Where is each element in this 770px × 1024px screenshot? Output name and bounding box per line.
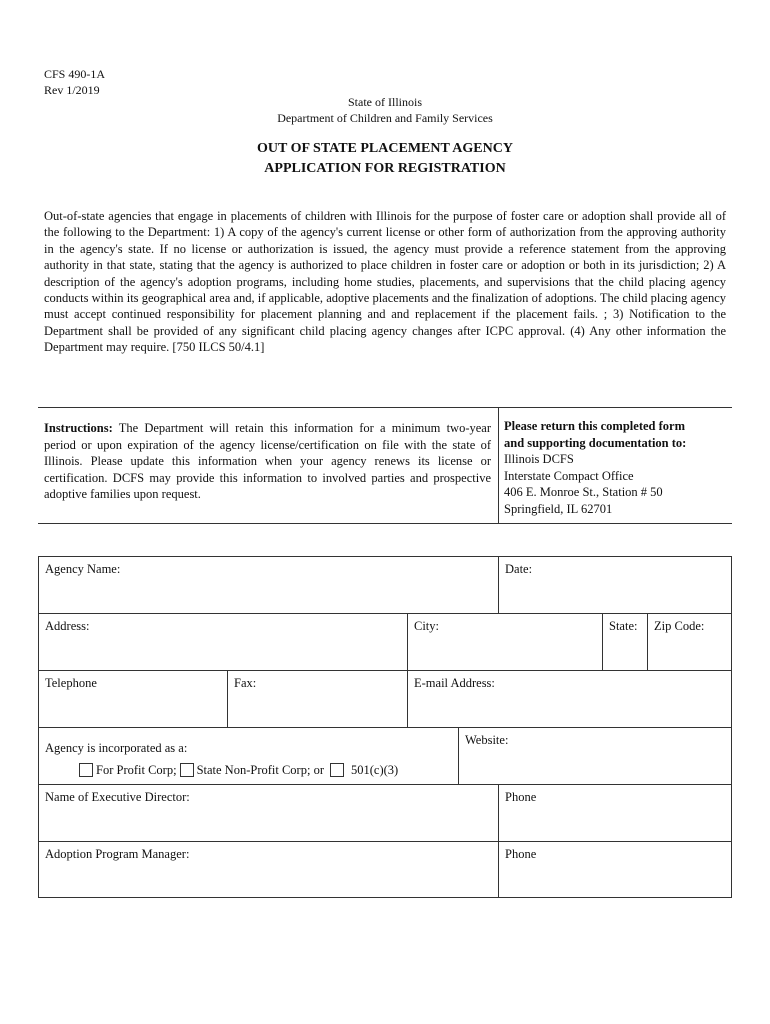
form-title — [0, 139, 770, 179]
instructions-divider — [498, 408, 499, 523]
non-profit-label: State Non-Profit Corp; or — [196, 763, 324, 777]
address-label: Address: — [45, 619, 90, 633]
intro-paragraph: Out-of-state agencies that engage in placements of children with Illinois for the purpose of foster care or adoption shall provide all of the following to the Department: 1) A copy of the agency's current license or other form of authorization from the approving authority in the agency's state. If no license or authorization is issued, the agency must provide a reference statement from the approving authority in that state, stating that the agency is authorized to place children in foster care or adoption or both in its jurisdiction; 2) A description of the agency's adoption programs, including home studies, placements, and supervisions that the child placing agency conducts within its geographical area and, if applicable, adoptive placements and the finalization of adoptions. The child placing agency must accept continued responsibility for placement planning and and replacement if the placement fails. ; 3) Notification to the Department shall be provided of any significant child placing agency changes after ICPC approval. (4) Any other information the Department may require. [750 ILCS 50/4.1] — [44, 209, 726, 355]
for-profit-label: For Profit Corp; — [96, 763, 177, 777]
manager-phone-field[interactable] — [499, 842, 732, 897]
for-profit-checkbox[interactable] — [79, 763, 93, 777]
executive-director-label: Name of Executive Director: — [45, 790, 190, 804]
return-line-1: Illinois DCFS — [504, 452, 574, 467]
return-heading-2: and supporting documentation to: — [504, 435, 687, 450]
501c3-checkbox[interactable] — [330, 763, 344, 777]
address-field[interactable] — [39, 614, 408, 671]
form-revision: Rev 1/2019 — [44, 83, 100, 97]
fax-label: Fax: — [234, 676, 257, 690]
non-profit-checkbox[interactable] — [180, 763, 194, 777]
incorporation-label: Agency is incorporated as a: — [45, 741, 188, 755]
executive-phone-field[interactable] — [499, 785, 732, 842]
zip-code-field[interactable] — [648, 614, 732, 671]
manager-phone-label: Phone — [505, 847, 537, 861]
department-name: Department of Children and Family Services — [277, 111, 493, 125]
date-label: Date: — [505, 562, 533, 576]
date-field[interactable] — [499, 557, 732, 614]
incorporation-options — [45, 762, 452, 778]
state-name: State of Illinois — [348, 95, 422, 109]
state-field[interactable] — [603, 614, 648, 671]
instructions-text — [44, 420, 491, 503]
adoption-manager-label: Adoption Program Manager: — [45, 847, 190, 861]
form-number: CFS 490-1A — [44, 67, 106, 81]
title-line-1: OUT OF STATE PLACEMENT AGENCY — [257, 141, 513, 156]
city-field[interactable] — [408, 614, 603, 671]
instructions-label: Instructions: — [44, 421, 113, 435]
return-line-3: 406 E. Monroe St., Station # 50 — [504, 485, 663, 500]
state-label: State: — [609, 619, 638, 633]
executive-phone-label: Phone — [505, 790, 537, 804]
email-label: E-mail Address: — [414, 676, 495, 690]
email-field[interactable] — [408, 671, 732, 728]
executive-director-field[interactable] — [39, 785, 499, 842]
zip-code-label: Zip Code: — [654, 619, 705, 633]
city-label: City: — [414, 619, 440, 633]
title-line-2: APPLICATION FOR REGISTRATION — [264, 161, 506, 176]
instructions-body: The Department will retain this information for a minimum two-year period or upon expiration of the agency license/certification on file with the state of Illinois. Please update this information when your agency renews its license or certification. DCFS may provide this information to involved parties and prospective adoptive families upon request. — [44, 421, 491, 502]
agency-name-field[interactable] — [39, 557, 499, 614]
registration-form — [38, 556, 732, 898]
return-address — [504, 418, 729, 518]
fax-field[interactable] — [228, 671, 408, 728]
agency-name-label: Agency Name: — [45, 562, 121, 576]
return-heading-1: Please return this completed form — [504, 419, 685, 433]
incorporation-field — [39, 728, 459, 785]
telephone-field[interactable] — [39, 671, 228, 728]
website-field[interactable] — [459, 728, 732, 785]
agency-header — [0, 94, 770, 126]
telephone-label: Telephone — [45, 676, 97, 690]
501c3-label: 501(c)(3) — [350, 763, 399, 777]
return-line-2: Interstate Compact Office — [504, 468, 634, 483]
website-label: Website: — [465, 733, 509, 747]
adoption-manager-field[interactable] — [39, 842, 499, 897]
return-line-4: Springfield, IL 62701 — [504, 501, 613, 516]
instructions-box — [38, 407, 732, 524]
